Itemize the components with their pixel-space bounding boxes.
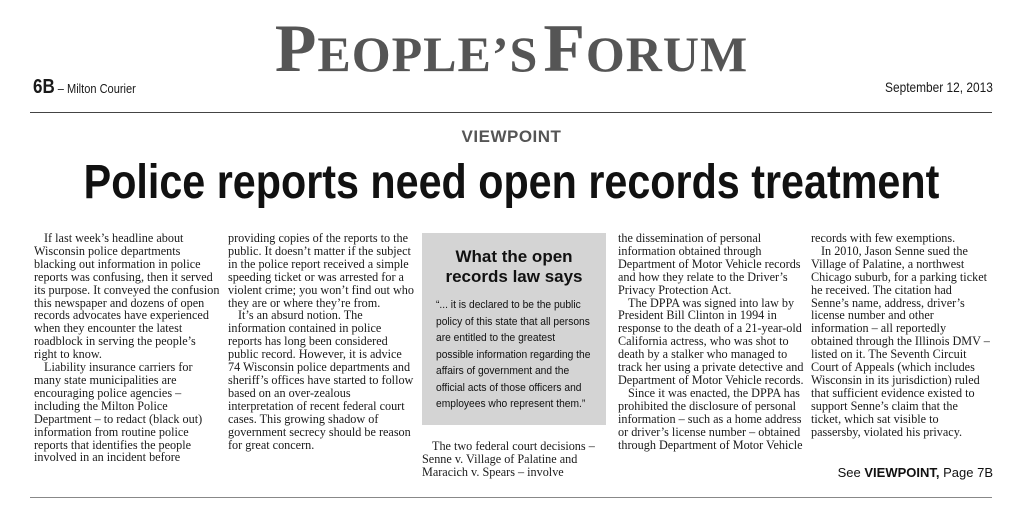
paragraph: Liability insurance carriers for many state municipalities are encouraging police agencies – including the Milton Police Department – to redact (black out) information from routine police reports that identifies the people involved in an incident before: [34, 360, 203, 465]
sidebar-title-line-2: records law says: [445, 267, 583, 286]
paragraph: the dissemination of personal information obtained through Department of Motor Vehicle records and how they relate to the Driver’s Privacy Protection Act.: [618, 231, 801, 297]
paragraph: The two federal court decisions – Senne v. Village of Palatine and Maracich v. Spears – involve: [422, 439, 595, 479]
paragraph: If last week’s headline about Wisconsin police departments blacking out information in police reports was confusing, then it served its purpose. It conveyed the confusion this newspaper and dozens of open records advocates have experienced when they encounter the latest roadblock in serving the people’s right to know.: [34, 231, 220, 362]
jump-label: VIEWPOINT,: [864, 465, 940, 480]
masthead-orum: ORUM: [585, 26, 749, 82]
masthead-eople: EOPLE: [317, 26, 492, 82]
article-column-2: [228, 232, 414, 451]
article-column-5: [811, 232, 991, 439]
masthead-apostrophe: ’: [491, 26, 510, 82]
paragraph: records with few exemptions.: [811, 231, 956, 245]
footer-rule: [30, 497, 992, 498]
masthead-p-cap: P: [274, 10, 318, 86]
paragraph: The DPPA was signed into law by President Bill Clinton in 1994 in response to the death of a 21-year-old California actress, who was shot to death by a stalker who managed to track her using a private detective and Department of Motor Vehicle records.: [618, 295, 804, 387]
article-column-3: [422, 440, 608, 479]
paragraph: It’s an absurd notion. The information contained in police reports has long been considered public record. However, it is advice 74 Wisconsin police departments and sheriff’s offices have started to follow based on an over-zealous interpretation of recent federal court cases. This growing shadow of government secrecy should be reason for great concern.: [228, 308, 414, 452]
masthead: [0, 10, 1023, 86]
jump-line: [838, 465, 993, 480]
jump-page: Page 7B: [939, 465, 993, 480]
issue-date: September 12, 2013: [885, 79, 993, 95]
headline: Police reports need open records treatment: [83, 156, 940, 209]
masthead-s: S: [509, 26, 539, 82]
article-column-4: [618, 232, 804, 451]
paragraph: providing copies of the reports to the public. It doesn’t matter if the subject in the police report received a simple speeding ticket or was arrested for a violent crime; you won’t find out who they are or where they’re from.: [228, 231, 414, 310]
sidebar-box: [422, 233, 606, 425]
paragraph: Since it was enacted, the DPPA has prohibited the disclosure of personal information – such as a home address or driver’s license number – obtained through Department of Motor Vehicle: [618, 385, 803, 452]
paper-name: – Milton Courier: [54, 81, 136, 96]
header-rule: [30, 112, 992, 113]
paragraph: In 2010, Jason Senne sued the Village of Palatine, a northwest Chicago suburb, for a parking ticket he received. The citation had Senne’s name, address, driver’s license number and other information – all reportedly obtained through the Illinois DMV – listed on it. The Seventh Circuit Court of Appeals (which includes Wisconsin in its jurisdiction) ruled that sufficient evidence existed to support Senne’s claim that the ticket, which sat visible to passersby, violated his privacy.: [811, 243, 990, 439]
jump-see: See: [837, 465, 865, 480]
section-kicker: VIEWPOINT: [461, 127, 562, 146]
page-folio: [33, 76, 136, 99]
sidebar-title-line-1: What the open: [455, 247, 573, 266]
masthead-f-cap: F: [543, 10, 586, 86]
sidebar-quote: “... it is declared to be the public policy of this state that all persons are entitled to the greatest possible information regarding the affairs of government and the official acts of those officers and employees who represent them.”: [436, 299, 591, 410]
article-column-1: [34, 232, 220, 464]
page-number: 6B: [33, 76, 55, 98]
sidebar-title: [430, 247, 598, 287]
